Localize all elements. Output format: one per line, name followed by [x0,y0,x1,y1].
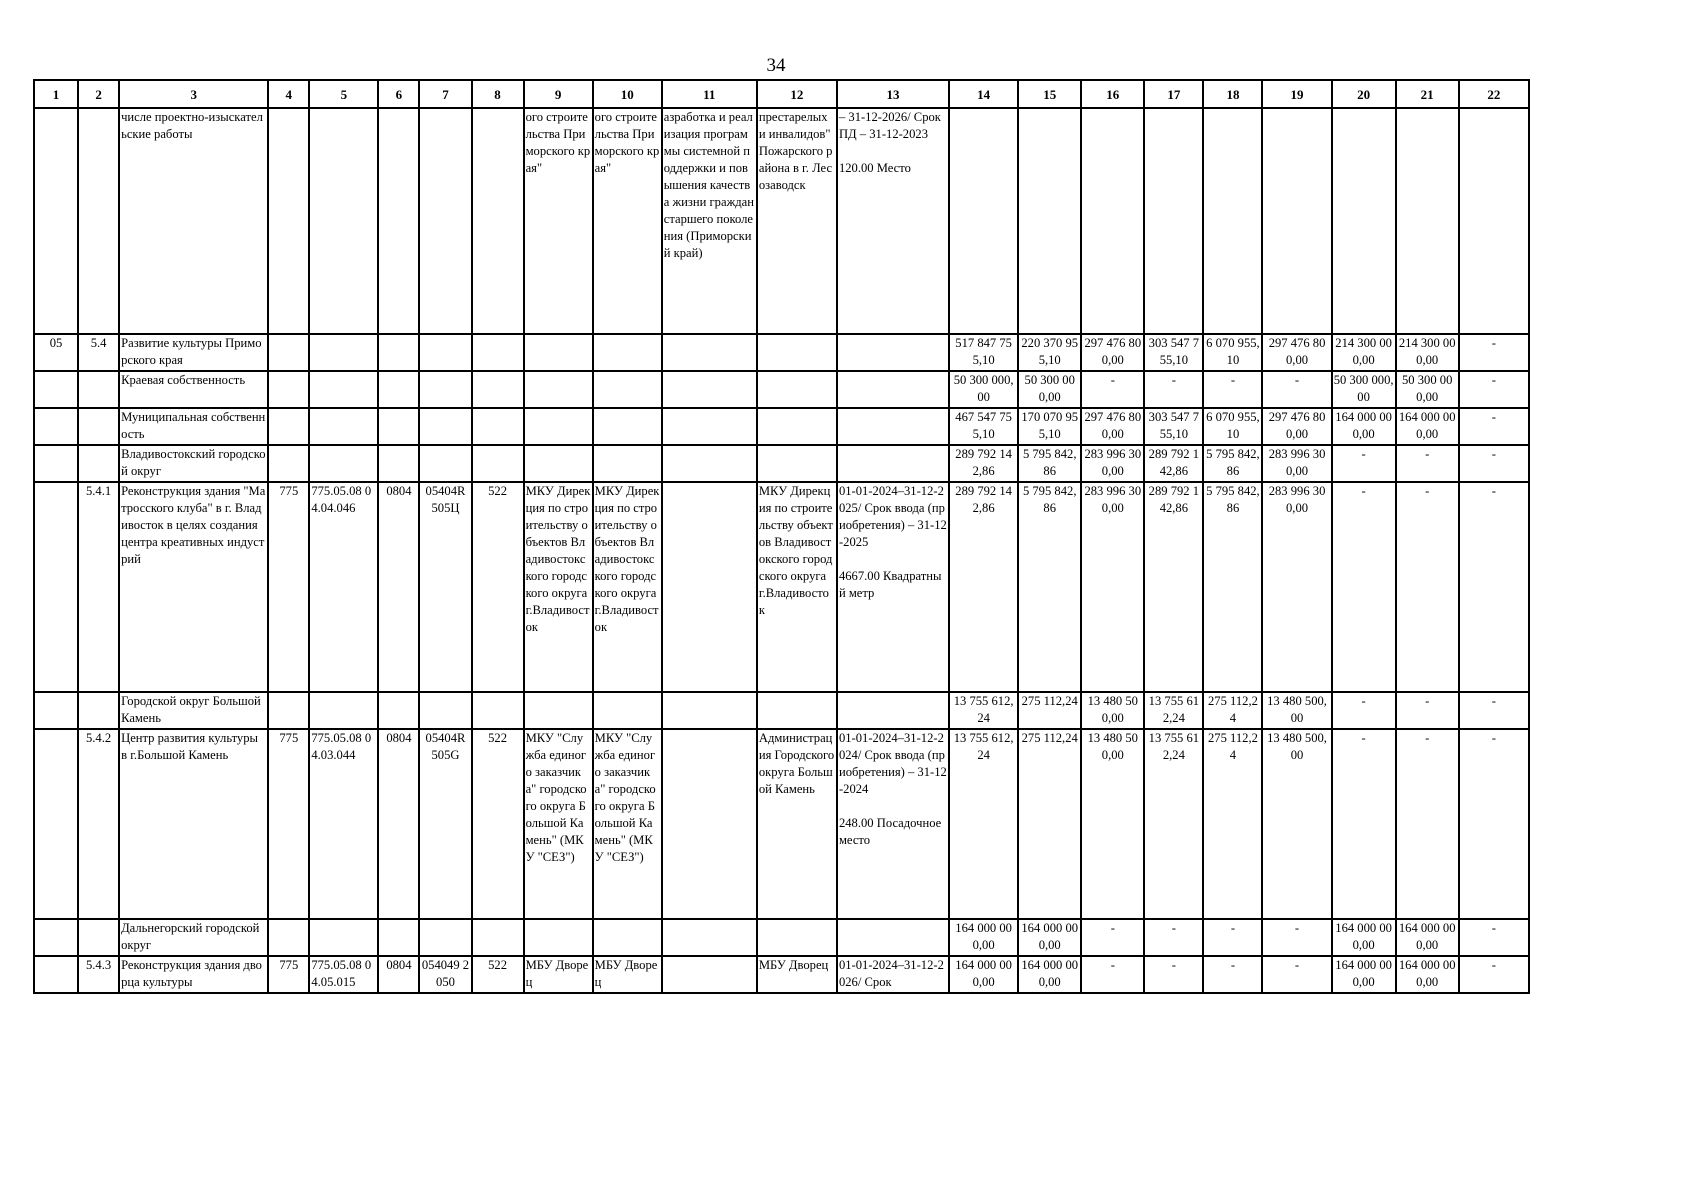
header-row [34,80,1529,108]
table-cell [757,408,837,445]
table-cell [524,371,593,408]
table-cell [34,371,78,408]
table-cell: 01-01-2024–31-12-2025/ Срок ввода (приобретения) – 31-12-2025 4667.00 Квадратный метр [837,482,949,692]
table-cell [78,371,119,408]
table-cell: - [1081,956,1144,993]
table-cell: 6 070 955,10 [1203,334,1262,371]
table-cell [662,919,757,956]
table-cell: 164 000 000,00 [1018,956,1081,993]
table-cell: 01-01-2024–31-12-2026/ Срок [837,956,949,993]
table-cell: 275 112,24 [1203,692,1262,729]
table-cell: 214 300 000,00 [1396,334,1459,371]
table-cell [78,108,119,334]
column-header: 17 [1144,80,1203,108]
table-cell: 283 996 300,00 [1262,482,1331,692]
table-cell: 775.05.08 04.03.044 [309,729,378,919]
table-cell: МКУ Дирекция по строительству объектов Владивостокского городского округа г.Владивосток [593,482,662,692]
table-cell [78,919,119,956]
table-cell: 5 795 842,86 [1018,445,1081,482]
table-cell: ого строительства Приморского края" [524,108,593,334]
table-cell: 13 480 500,00 [1262,729,1331,919]
table-cell: МКУ "Служба единого заказчика" городского округа Большой Камень" (МКУ "СЕЗ") [524,729,593,919]
table-cell: - [1459,729,1529,919]
table-cell: 283 996 300,00 [1262,445,1331,482]
table-cell [34,956,78,993]
table-cell [593,371,662,408]
table-cell [757,445,837,482]
table-cell: 13 755 612,24 [949,729,1018,919]
column-header: 6 [378,80,419,108]
table-cell [378,408,419,445]
column-header: 8 [472,80,524,108]
column-header: 14 [949,80,1018,108]
table-cell: Реконструкция здания дворца культуры [119,956,268,993]
table-cell [1332,108,1396,334]
table-cell: 275 112,24 [1203,729,1262,919]
table-cell [268,371,309,408]
table-cell [378,334,419,371]
table-cell: 164 000 000,00 [1332,919,1396,956]
table-cell: - [1459,445,1529,482]
column-header: 7 [419,80,471,108]
table-cell: - [1459,692,1529,729]
table-cell: Муниципальная собственность [119,408,268,445]
table-cell: 289 792 142,86 [1144,482,1203,692]
table-cell [419,334,471,371]
column-header: 13 [837,80,949,108]
table-cell: 01-01-2024–31-12-2024/ Срок ввода (приобретения) – 31-12-2024 248.00 Посадочное место [837,729,949,919]
table-cell: - [1144,371,1203,408]
table-cell [378,445,419,482]
table-cell: 054049 2050 [419,956,471,993]
table-cell [1018,108,1081,334]
column-header: 11 [662,80,757,108]
table-cell [472,108,524,334]
table-cell: – 31-12-2026/ Срок ПД – 31-12-2023 120.00 Место [837,108,949,334]
table-cell: 50 300 000,00 [949,371,1018,408]
table-row [34,108,1529,334]
table-cell: - [1144,956,1203,993]
table-cell [419,445,471,482]
table-cell: Краевая собственность [119,371,268,408]
table-cell [837,371,949,408]
table-cell [662,334,757,371]
table-row [34,408,1529,445]
table-cell [472,692,524,729]
column-header: 2 [78,80,119,108]
table-cell: 13 755 612,24 [949,692,1018,729]
table-cell: 303 547 755,10 [1144,334,1203,371]
column-header: 5 [309,80,378,108]
table-cell: 13 480 500,00 [1081,692,1144,729]
table-cell [419,692,471,729]
table-cell: МБУ Дворец [593,956,662,993]
table-cell: 775 [268,729,309,919]
table-cell: - [1459,371,1529,408]
table-cell: 164 000 000,00 [1396,919,1459,956]
table-cell: 775.05.08 04.04.046 [309,482,378,692]
table-cell: - [1459,482,1529,692]
table-cell: - [1459,408,1529,445]
table-row [34,956,1529,993]
table-cell: 50 300 000,00 [1332,371,1396,408]
table-cell [662,692,757,729]
table-cell [1396,108,1459,334]
table-cell [837,334,949,371]
table-cell [593,919,662,956]
table-cell [524,445,593,482]
table-cell: 5.4 [78,334,119,371]
table-cell: 5 795 842,86 [1018,482,1081,692]
table-cell [78,408,119,445]
column-header: 22 [1459,80,1529,108]
table-cell [662,482,757,692]
table-cell: 297 476 800,00 [1262,408,1331,445]
table-cell: 289 792 142,86 [949,482,1018,692]
table-cell [309,108,378,334]
table-cell [309,919,378,956]
table-cell [309,408,378,445]
table-cell [78,445,119,482]
table-row [34,919,1529,956]
table-cell [378,108,419,334]
table-cell [268,692,309,729]
column-header: 12 [757,80,837,108]
table-cell: 13 755 612,24 [1144,729,1203,919]
table-cell [419,919,471,956]
table-cell: 05 [34,334,78,371]
table-cell: - [1459,956,1529,993]
table-cell: - [1262,956,1331,993]
table-cell: 164 000 000,00 [1396,956,1459,993]
table-cell [34,108,78,334]
table-cell [309,445,378,482]
table-cell [1081,108,1144,334]
table-cell [837,408,949,445]
table-cell: Центр развития культуры в г.Большой Камень [119,729,268,919]
table-cell: - [1332,482,1396,692]
table-cell: 283 996 300,00 [1081,445,1144,482]
table-cell [268,445,309,482]
table-cell: 297 476 800,00 [1081,408,1144,445]
table-cell: 275 112,24 [1018,729,1081,919]
table-cell: - [1396,445,1459,482]
table-cell: - [1332,692,1396,729]
table-cell: 50 300 000,00 [1396,371,1459,408]
table-cell: 775.05.08 04.05.015 [309,956,378,993]
column-header: 16 [1081,80,1144,108]
table-cell [34,919,78,956]
table-cell [593,334,662,371]
column-header: 3 [119,80,268,108]
table-cell [78,692,119,729]
table-cell: числе проектно-изыскательские работы [119,108,268,334]
table-cell [837,692,949,729]
table-cell: Реконструкция здания "Матросского клуба" в г. Владивосток в целях создания центра креативных индустрий [119,482,268,692]
column-header: 10 [593,80,662,108]
table-cell [268,334,309,371]
table-cell: ого строительства Приморского края" [593,108,662,334]
page-number: 34 [766,55,786,76]
table-cell [268,919,309,956]
column-header: 18 [1203,80,1262,108]
table-cell: - [1203,956,1262,993]
table-cell [34,729,78,919]
table-row [34,371,1529,408]
table-cell: МБУ Дворец [757,956,837,993]
table-cell: - [1081,919,1144,956]
table-cell [593,692,662,729]
table-cell: 775 [268,956,309,993]
table-cell: Городской округ Большой Камень [119,692,268,729]
table-cell: - [1459,919,1529,956]
table-cell: 50 300 000,00 [1018,371,1081,408]
table-cell: 522 [472,482,524,692]
table-cell [34,482,78,692]
table-cell: 5.4.3 [78,956,119,993]
table-cell: 164 000 000,00 [949,956,1018,993]
table-cell: 220 370 955,10 [1018,334,1081,371]
table-cell: Развитие культуры Приморского края [119,334,268,371]
table-cell: 6 070 955,10 [1203,408,1262,445]
table-cell [378,692,419,729]
table-cell: МБУ Дворец [524,956,593,993]
table-cell [949,108,1018,334]
table-cell [662,445,757,482]
table-cell: 0804 [378,729,419,919]
table-cell: 522 [472,729,524,919]
budget-table [33,79,1530,994]
table-cell [662,729,757,919]
table-cell [1262,108,1331,334]
table-cell: престарелых и инвалидов" Пожарского района в г. Лесозаводск [757,108,837,334]
column-header: 21 [1396,80,1459,108]
table-cell: 5.4.1 [78,482,119,692]
table-cell: МКУ "Служба единого заказчика" городского округа Большой Камень" (МКУ "СЕЗ") [593,729,662,919]
table-row [34,729,1529,919]
table-cell: 05404R 505G [419,729,471,919]
table-cell: - [1144,919,1203,956]
table-cell: 297 476 800,00 [1081,334,1144,371]
table-cell [524,692,593,729]
table-cell: - [1262,919,1331,956]
table-cell [757,692,837,729]
table-cell: - [1203,919,1262,956]
table-cell [1144,108,1203,334]
table-cell [1203,108,1262,334]
table-cell: 164 000 000,00 [1396,408,1459,445]
table-cell: азработка и реализация программы системной поддержки и повышения качества жизни граждан старшего поколения (Приморский край) [662,108,757,334]
table-cell [34,692,78,729]
table-cell [378,919,419,956]
table-cell: 517 847 755,10 [949,334,1018,371]
table-cell [837,445,949,482]
table-cell: 289 792 142,86 [949,445,1018,482]
table-cell [757,371,837,408]
table-cell [662,408,757,445]
column-header: 4 [268,80,309,108]
table-cell [662,956,757,993]
table-cell [593,408,662,445]
table-cell [524,919,593,956]
table-cell [757,334,837,371]
table-cell: 297 476 800,00 [1262,334,1331,371]
table-cell [593,445,662,482]
table-cell: 13 480 500,00 [1262,692,1331,729]
table-cell [662,371,757,408]
table-cell [757,919,837,956]
table-cell: 13 755 612,24 [1144,692,1203,729]
table-cell: 214 300 000,00 [1332,334,1396,371]
table-cell [268,108,309,334]
table-cell: 0804 [378,482,419,692]
table-row [34,334,1529,371]
table-cell: 164 000 000,00 [1018,919,1081,956]
table-cell [1459,108,1529,334]
table-cell [419,108,471,334]
table-cell: 5.4.2 [78,729,119,919]
table-cell: 289 792 142,86 [1144,445,1203,482]
table-cell [472,919,524,956]
table-cell: 467 547 755,10 [949,408,1018,445]
table-cell [837,919,949,956]
table-cell: 5 795 842,86 [1203,445,1262,482]
column-header: 19 [1262,80,1331,108]
table-cell: - [1203,371,1262,408]
table-cell [472,408,524,445]
table-cell [378,371,419,408]
table-cell: - [1396,482,1459,692]
table-cell: - [1332,729,1396,919]
table-cell [472,371,524,408]
table-cell: 5 795 842,86 [1203,482,1262,692]
column-header: 15 [1018,80,1081,108]
table-cell: 164 000 000,00 [949,919,1018,956]
table-cell: 0804 [378,956,419,993]
table-cell: - [1332,445,1396,482]
column-header: 9 [524,80,593,108]
table-cell: 303 547 755,10 [1144,408,1203,445]
table-cell [419,408,471,445]
column-header: 20 [1332,80,1396,108]
table-cell: 164 000 000,00 [1332,956,1396,993]
table-cell: МКУ Дирекция по строительству объектов Владивостокского городского округа г.Владивосток [524,482,593,692]
table-cell: Владивостокский городской округ [119,445,268,482]
table-cell: 170 070 955,10 [1018,408,1081,445]
column-header: 1 [34,80,78,108]
table-cell: 522 [472,956,524,993]
table-cell: 775 [268,482,309,692]
table-cell [524,334,593,371]
table-cell: МКУ Дирекция по строительству объектов Владивостокского городского округа г.Владивосток [757,482,837,692]
table-cell [524,408,593,445]
table-cell: Администрация Городского округа Большой Камень [757,729,837,919]
table-cell [34,445,78,482]
table-cell [309,371,378,408]
table-cell [419,371,471,408]
table-cell [309,334,378,371]
table-row [34,692,1529,729]
table-cell: - [1396,729,1459,919]
table-cell: 283 996 300,00 [1081,482,1144,692]
table-cell: 13 480 500,00 [1081,729,1144,919]
table-cell: - [1081,371,1144,408]
table-cell [472,445,524,482]
table-cell: - [1262,371,1331,408]
table-cell: - [1396,692,1459,729]
table-cell: Дальнегорский городской округ [119,919,268,956]
table-row [34,482,1529,692]
table-cell: 275 112,24 [1018,692,1081,729]
table-cell: 164 000 000,00 [1332,408,1396,445]
table-cell [34,408,78,445]
table-row [34,445,1529,482]
table-cell: - [1459,334,1529,371]
table-cell [268,408,309,445]
table-cell [309,692,378,729]
table-cell [472,334,524,371]
table-cell: 05404R 505Ц [419,482,471,692]
